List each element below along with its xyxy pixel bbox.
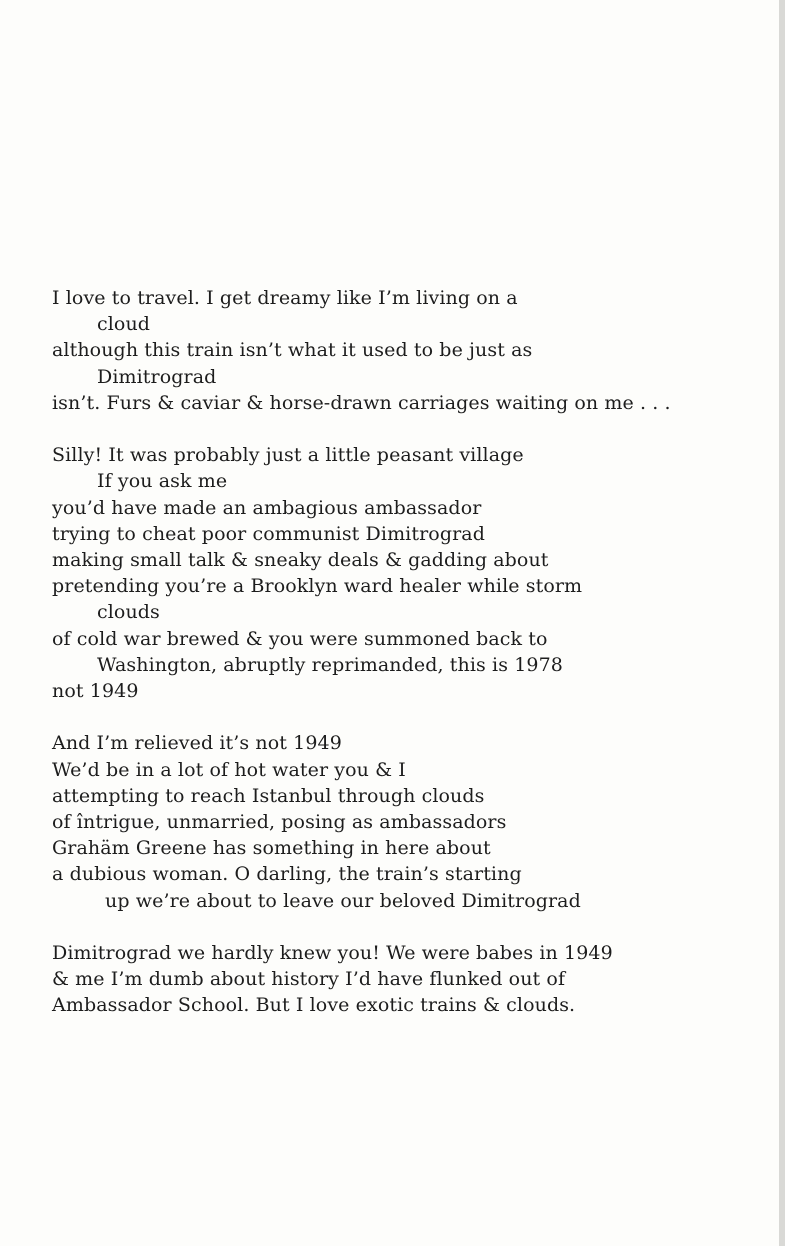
poem-line: attempting to reach Istanbul through clouds — [52, 784, 485, 807]
poem-line: Ambassador School. But I love exotic trains & clouds. — [52, 994, 576, 1017]
poem-line: up we’re about to leave our beloved Dimitrograd — [105, 889, 581, 912]
stanza-1 — [52, 285, 777, 416]
poem-line: And I’m relieved it’s not 1949 — [52, 732, 342, 755]
poem-line: Washington, abruptly reprimanded, this is 1978 — [97, 653, 563, 676]
poem-line: trying to cheat poor communist Dimitrograd — [52, 522, 485, 545]
stanza-4 — [52, 940, 777, 1019]
poem-line: Silly! It was probably just a little peasant village — [52, 444, 524, 467]
poem-line: If you ask me — [97, 470, 228, 493]
poem-line: making small talk & sneaky deals & gadding about — [52, 549, 549, 572]
poem-line: of întrigue, unmarried, posing as ambassadors — [52, 811, 507, 834]
poem-line: & me I’m dumb about history I’d have flunked out of — [52, 968, 566, 991]
poem-line: a dubious woman. O darling, the train’s starting — [52, 863, 522, 886]
stanza-2 — [52, 442, 777, 704]
poem-line: clouds — [97, 601, 160, 624]
poem-line: isn’t. Furs & caviar & horse-drawn carriages waiting on me . . . — [52, 391, 671, 414]
poem-line: Dimitrograd we hardly knew you! We were babes in 1949 — [52, 942, 613, 965]
poem-line: you’d have made an ambagious ambassador — [52, 496, 482, 519]
poem-line: cloud — [97, 313, 151, 336]
stanza-3 — [52, 730, 777, 913]
page-edge — [779, 0, 785, 1246]
poem-text — [52, 285, 777, 1019]
poem-line: I love to travel. I get dreamy like I’m living on a — [52, 287, 518, 309]
poem-line: not 1949 — [52, 680, 139, 703]
poem-line: Grahäm Greene has something in here about — [52, 837, 491, 860]
poem-line: although this train isn’t what it used to be just as — [52, 339, 533, 362]
poem-line: Dimitrograd — [97, 365, 217, 388]
poem-line: We’d be in a lot of hot water you & I — [52, 758, 406, 781]
poem-line: pretending you’re a Brooklyn ward healer while storm — [52, 575, 583, 598]
poem-line: of cold war brewed & you were summoned back to — [52, 627, 548, 650]
